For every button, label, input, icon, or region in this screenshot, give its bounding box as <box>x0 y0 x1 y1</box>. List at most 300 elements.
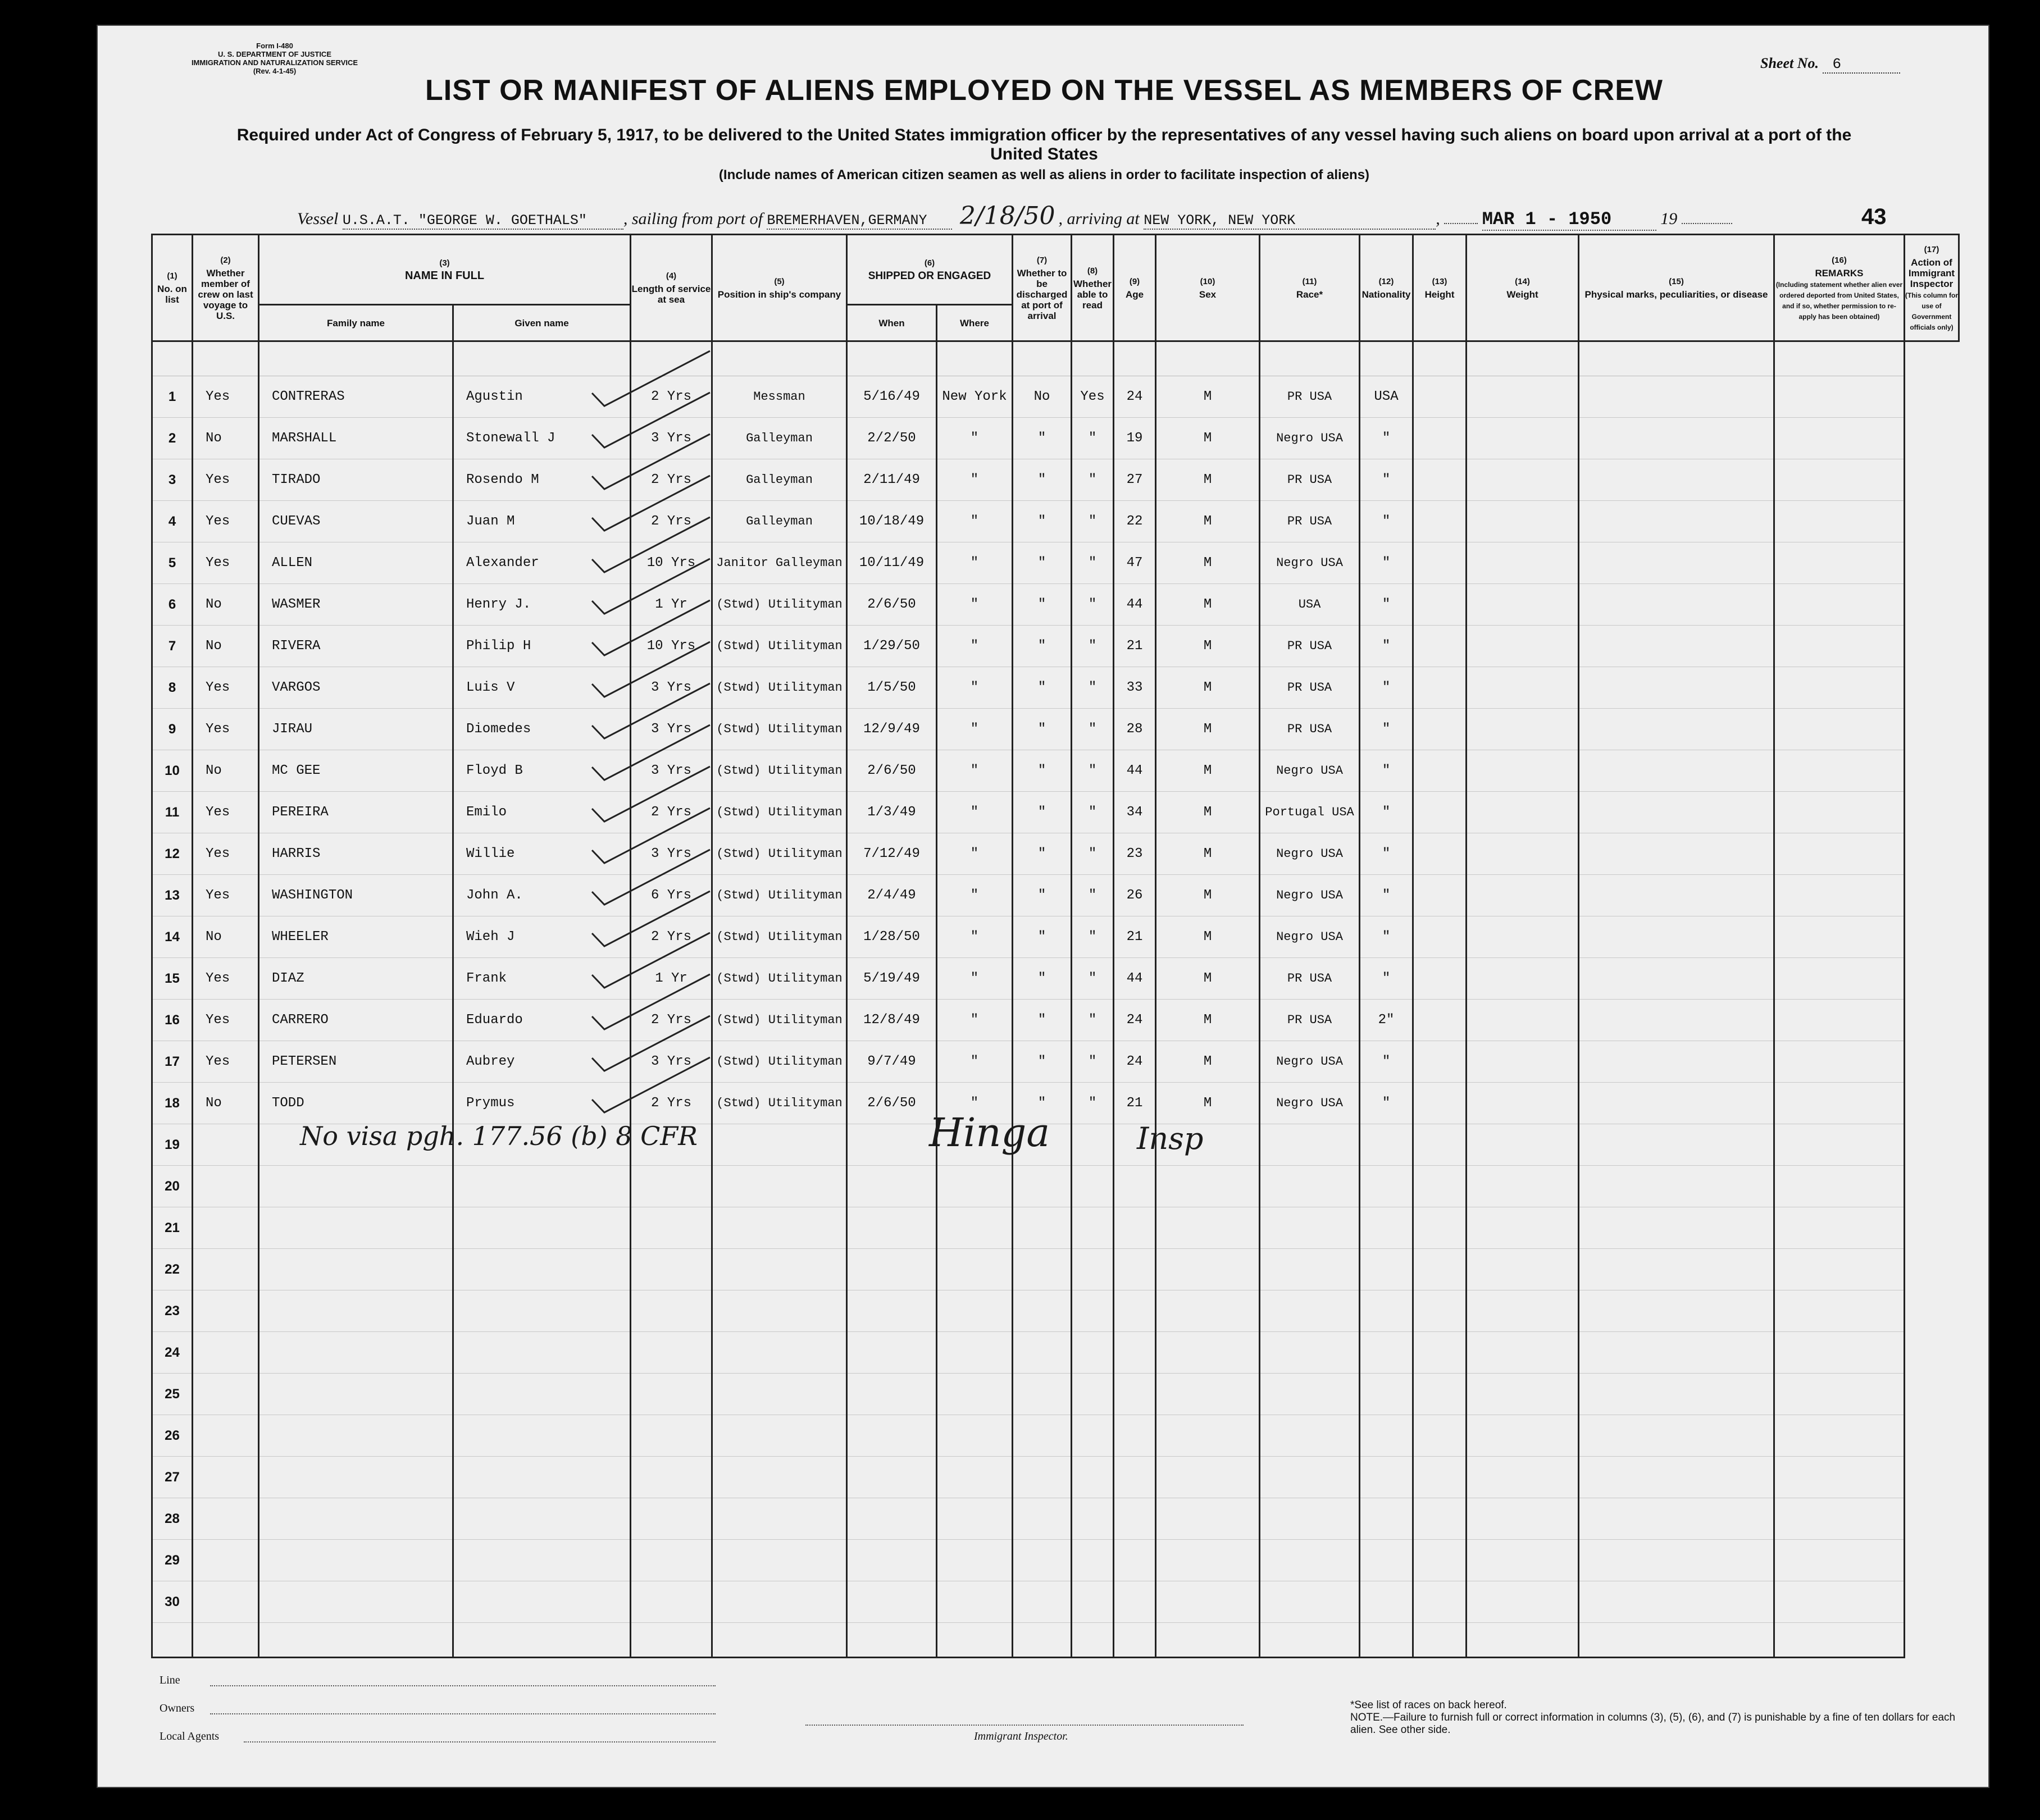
cell-sex: M <box>1156 626 1260 667</box>
footer-agents-label: Local Agents <box>160 1730 220 1743</box>
cell-shipped-when: 5/19/49 <box>847 958 937 1000</box>
cell-empty <box>259 1207 453 1249</box>
header-discharged: (7) Whether to be discharged at port of arrival <box>1013 235 1072 341</box>
cell-position: Galleyman <box>712 459 847 501</box>
cell-age: 21 <box>1114 1083 1156 1124</box>
cell-empty <box>631 1249 712 1290</box>
table-row <box>152 542 1959 584</box>
cell-weight <box>1467 958 1579 1000</box>
cell-empty <box>631 1457 712 1498</box>
cell-weight <box>1467 501 1579 542</box>
cell-empty <box>1360 1374 1413 1415</box>
cell-empty <box>1114 1415 1156 1457</box>
table-row <box>152 1249 1959 1290</box>
cell-empty <box>1013 1332 1072 1374</box>
cell-empty <box>1774 1290 1905 1332</box>
table-row <box>152 501 1959 542</box>
cell-empty <box>1360 1415 1413 1457</box>
cell-family-name: JIRAU <box>259 709 453 750</box>
cell-shipped-where: " <box>937 418 1013 459</box>
cell-physical-marks <box>1579 626 1774 667</box>
cell-shipped-where: " <box>937 1083 1013 1124</box>
cell-empty <box>1467 1249 1579 1290</box>
header-given-name: Given name <box>453 305 631 341</box>
cell-remarks <box>1774 916 1905 958</box>
cell-given-name: Rosendo M <box>453 459 631 501</box>
cell-discharged: " <box>1013 418 1072 459</box>
cell-empty <box>1579 1457 1774 1498</box>
cell-height <box>1413 709 1467 750</box>
cell-empty <box>937 1498 1013 1540</box>
cell-empty <box>1413 1166 1467 1207</box>
cell-length-of-service: 2 Yrs <box>631 459 712 501</box>
cell-race: Negro USA <box>1260 1041 1360 1083</box>
cell-empty <box>1156 1498 1260 1540</box>
cell-empty <box>193 1290 259 1332</box>
cell-remarks <box>1774 667 1905 709</box>
cell-empty <box>712 1290 847 1332</box>
cell-list-number: 15 <box>152 958 193 1000</box>
cell-nationality: " <box>1360 875 1413 916</box>
cell-empty <box>1360 1457 1413 1498</box>
cell-remarks <box>1774 542 1905 584</box>
cell-family-name: WASMER <box>259 584 453 626</box>
cell-empty <box>1156 1457 1260 1498</box>
cell-weight <box>1467 667 1579 709</box>
cell-empty <box>847 1374 937 1415</box>
cell-list-number: 27 <box>152 1457 193 1498</box>
cell-discharged: " <box>1013 1041 1072 1083</box>
sheet-label: Sheet No. <box>1760 55 1819 71</box>
cell-length-of-service: 2 Yrs <box>631 376 712 418</box>
cell-shipped-when: 1/3/49 <box>847 792 937 833</box>
cell-empty <box>1072 1290 1114 1332</box>
cell-empty <box>1013 1166 1072 1207</box>
cell-weight <box>1467 1083 1579 1124</box>
cell-position: Messman <box>712 376 847 418</box>
cell-list-number: 16 <box>152 1000 193 1041</box>
footer-note <box>1350 1699 1974 1736</box>
cell-empty <box>1467 1540 1579 1581</box>
cell-empty <box>1579 1498 1774 1540</box>
cell-age: 24 <box>1114 376 1156 418</box>
cell-shipped-where: " <box>937 750 1013 792</box>
cell-remarks <box>1774 875 1905 916</box>
cell-empty <box>193 1415 259 1457</box>
cell-given-name: Wieh J <box>453 916 631 958</box>
cell-given-name: Emilo <box>453 792 631 833</box>
cell-length-of-service: 3 Yrs <box>631 833 712 875</box>
cell-physical-marks <box>1579 833 1774 875</box>
cell-family-name: CUEVAS <box>259 501 453 542</box>
crew-table <box>151 234 1960 1658</box>
cell-empty <box>631 1374 712 1415</box>
cell-nationality: " <box>1360 833 1413 875</box>
cell-empty <box>712 1374 847 1415</box>
table-row <box>152 750 1959 792</box>
cell-empty <box>631 1498 712 1540</box>
cell-empty <box>1360 1124 1413 1166</box>
cell-sex: M <box>1156 1083 1260 1124</box>
cell-sex: M <box>1156 459 1260 501</box>
cell-empty <box>1072 1540 1114 1581</box>
cell-discharged: " <box>1013 916 1072 958</box>
cell-empty <box>193 1166 259 1207</box>
cell-race: PR USA <box>1260 1000 1360 1041</box>
cell-able-to-read: " <box>1072 626 1114 667</box>
cell-nationality: " <box>1360 792 1413 833</box>
cell-empty <box>193 1332 259 1374</box>
cell-given-name: Agustin <box>453 376 631 418</box>
cell-discharged: " <box>1013 833 1072 875</box>
cell-length-of-service: 1 Yr <box>631 958 712 1000</box>
cell-empty <box>1013 1457 1072 1498</box>
cell-height <box>1413 501 1467 542</box>
cell-weight <box>1467 376 1579 418</box>
cell-shipped-when: 2/6/50 <box>847 1083 937 1124</box>
immigrant-inspector-label: Immigrant Inspector. <box>974 1730 1068 1743</box>
cell-shipped-when: 10/18/49 <box>847 501 937 542</box>
cell-list-number: 19 <box>152 1124 193 1166</box>
cell-empty <box>847 1540 937 1581</box>
handwritten-visa-note: No visa pgh. 177.56 (b) 8 CFR <box>300 1121 698 1151</box>
cell-empty <box>1413 1332 1467 1374</box>
cell-family-name: PEREIRA <box>259 792 453 833</box>
cell-last-voyage: No <box>193 584 259 626</box>
cell-shipped-when: 1/28/50 <box>847 916 937 958</box>
cell-height <box>1413 1000 1467 1041</box>
table-row <box>152 1540 1959 1581</box>
cell-family-name: HARRIS <box>259 833 453 875</box>
cell-physical-marks <box>1579 1041 1774 1083</box>
cell-empty <box>453 1290 631 1332</box>
cell-empty <box>712 1581 847 1623</box>
cell-shipped-where: " <box>937 958 1013 1000</box>
header-last-voyage: (2) Whether member of crew on last voyage to U.S. <box>193 235 259 341</box>
cell-empty <box>1413 1124 1467 1166</box>
cell-list-number: 6 <box>152 584 193 626</box>
cell-empty <box>1114 1540 1156 1581</box>
cell-race: PR USA <box>1260 459 1360 501</box>
document-title: LIST OR MANIFEST OF ALIENS EMPLOYED ON THE VESSEL AS MEMBERS OF CREW <box>425 74 1663 107</box>
cell-empty <box>1156 1166 1260 1207</box>
header-name-in-full: (3) NAME IN FULL <box>259 235 631 305</box>
cell-empty <box>1114 1166 1156 1207</box>
cell-sex: M <box>1156 501 1260 542</box>
cell-height <box>1413 376 1467 418</box>
cell-height <box>1413 418 1467 459</box>
cell-weight <box>1467 792 1579 833</box>
cell-race: Negro USA <box>1260 1083 1360 1124</box>
cell-empty <box>847 1457 937 1498</box>
cell-empty <box>847 1124 937 1166</box>
cell-given-name: Luis V <box>453 667 631 709</box>
cell-shipped-when: 2/2/50 <box>847 418 937 459</box>
cell-given-name: Juan M <box>453 501 631 542</box>
cell-last-voyage: No <box>193 1083 259 1124</box>
cell-able-to-read: " <box>1072 833 1114 875</box>
cell-empty <box>193 1207 259 1249</box>
table-row <box>152 1166 1959 1207</box>
cell-empty <box>712 1166 847 1207</box>
cell-list-number: 9 <box>152 709 193 750</box>
cell-nationality: " <box>1360 1041 1413 1083</box>
cell-discharged: " <box>1013 459 1072 501</box>
table-row <box>152 958 1959 1000</box>
cell-family-name: PETERSEN <box>259 1041 453 1083</box>
cell-empty <box>1774 1249 1905 1290</box>
cell-discharged: No <box>1013 376 1072 418</box>
cell-empty <box>259 1540 453 1581</box>
cell-empty <box>1260 1540 1360 1581</box>
cell-height <box>1413 875 1467 916</box>
cell-length-of-service: 3 Yrs <box>631 418 712 459</box>
cell-empty <box>1072 1457 1114 1498</box>
cell-empty <box>193 1457 259 1498</box>
cell-list-number: 21 <box>152 1207 193 1249</box>
cell-empty <box>1774 1166 1905 1207</box>
cell-empty <box>1413 1290 1467 1332</box>
table-row <box>152 1374 1959 1415</box>
cell-family-name: WASHINGTON <box>259 875 453 916</box>
cell-shipped-where: " <box>937 916 1013 958</box>
cell-remarks <box>1774 501 1905 542</box>
cell-nationality: " <box>1360 667 1413 709</box>
cell-physical-marks <box>1579 584 1774 626</box>
cell-race: Negro USA <box>1260 875 1360 916</box>
table-row <box>152 792 1959 833</box>
cell-length-of-service: 2 Yrs <box>631 501 712 542</box>
cell-able-to-read: " <box>1072 542 1114 584</box>
cell-length-of-service: 2 Yrs <box>631 1000 712 1041</box>
cell-empty <box>937 1415 1013 1457</box>
cell-physical-marks <box>1579 750 1774 792</box>
cell-empty <box>1156 1290 1260 1332</box>
table-row <box>152 1581 1959 1623</box>
cell-empty <box>847 1290 937 1332</box>
cell-list-number: 30 <box>152 1581 193 1623</box>
cell-empty <box>1013 1249 1072 1290</box>
cell-height <box>1413 459 1467 501</box>
cell-height <box>1413 542 1467 584</box>
cell-empty <box>453 1581 631 1623</box>
cell-empty <box>937 1249 1013 1290</box>
inspector-title: Insp <box>1137 1121 1204 1156</box>
cell-empty <box>1156 1374 1260 1415</box>
cell-given-name: Eduardo <box>453 1000 631 1041</box>
cell-position: (Stwd) Utilityman <box>712 792 847 833</box>
header-weight: (14) Weight <box>1467 235 1579 341</box>
cell-remarks <box>1774 1000 1905 1041</box>
cell-empty <box>453 1249 631 1290</box>
cell-position: Galleyman <box>712 501 847 542</box>
cell-family-name: DIAZ <box>259 958 453 1000</box>
cell-shipped-when: 2/6/50 <box>847 584 937 626</box>
cell-discharged: " <box>1013 875 1072 916</box>
cell-length-of-service: 10 Yrs <box>631 626 712 667</box>
penalty-note: NOTE.—Failure to furnish full or correct information in columns (3), (5), (6), and (7) is punishable by a fine of ten dollars for each alien. See other side. <box>1350 1712 1956 1736</box>
cell-last-voyage: Yes <box>193 833 259 875</box>
cell-empty <box>1072 1207 1114 1249</box>
cell-age: 44 <box>1114 750 1156 792</box>
cell-empty <box>1260 1457 1360 1498</box>
cell-empty <box>1114 1457 1156 1498</box>
cell-last-voyage: Yes <box>193 1041 259 1083</box>
cell-sex: M <box>1156 916 1260 958</box>
cell-remarks <box>1774 459 1905 501</box>
cell-weight <box>1467 750 1579 792</box>
inspector-signature-rule <box>805 1725 1244 1726</box>
cell-family-name: CARRERO <box>259 1000 453 1041</box>
cell-list-number: 26 <box>152 1415 193 1457</box>
cell-empty <box>193 1249 259 1290</box>
cell-empty <box>1260 1249 1360 1290</box>
cell-shipped-when: 2/11/49 <box>847 459 937 501</box>
cell-age: 21 <box>1114 626 1156 667</box>
cell-position: (Stwd) Utilityman <box>712 709 847 750</box>
cell-race: PR USA <box>1260 667 1360 709</box>
cell-weight <box>1467 833 1579 875</box>
table-row <box>152 709 1959 750</box>
cell-length-of-service: 2 Yrs <box>631 792 712 833</box>
cell-given-name: Frank <box>453 958 631 1000</box>
cell-physical-marks <box>1579 916 1774 958</box>
cell-empty <box>259 1498 453 1540</box>
footer-agents-rule <box>244 1741 716 1743</box>
header-shipped-engaged: (6) SHIPPED OR ENGAGED <box>847 235 1013 305</box>
cell-empty <box>1579 1124 1774 1166</box>
cell-physical-marks <box>1579 1083 1774 1124</box>
cell-empty <box>1360 1207 1413 1249</box>
sailing-label: sailing from port of <box>631 209 763 228</box>
cell-able-to-read: " <box>1072 1041 1114 1083</box>
cell-list-number: 13 <box>152 875 193 916</box>
cell-empty <box>631 1166 712 1207</box>
cell-empty <box>1114 1581 1156 1623</box>
table-row <box>152 418 1959 459</box>
table-row <box>152 1207 1959 1249</box>
cell-position: Janitor Galleyman <box>712 542 847 584</box>
cell-empty <box>193 1124 259 1166</box>
table-row <box>152 626 1959 667</box>
cell-empty <box>1413 1581 1467 1623</box>
cell-shipped-when: 10/11/49 <box>847 542 937 584</box>
cell-physical-marks <box>1579 958 1774 1000</box>
cell-remarks <box>1774 584 1905 626</box>
cell-age: 26 <box>1114 875 1156 916</box>
cell-empty <box>1156 1207 1260 1249</box>
cell-last-voyage: Yes <box>193 958 259 1000</box>
table-row <box>152 1415 1959 1457</box>
cell-empty <box>1413 1207 1467 1249</box>
cell-remarks <box>1774 750 1905 792</box>
cell-empty <box>453 1457 631 1498</box>
cell-remarks <box>1774 792 1905 833</box>
cell-sex: M <box>1156 542 1260 584</box>
cell-empty <box>1413 1498 1467 1540</box>
cell-discharged: " <box>1013 584 1072 626</box>
cell-nationality: " <box>1360 459 1413 501</box>
cell-age: 44 <box>1114 584 1156 626</box>
cell-list-number: 22 <box>152 1249 193 1290</box>
table-row <box>152 1332 1959 1374</box>
cell-empty <box>1072 1166 1114 1207</box>
cell-list-number: 17 <box>152 1041 193 1083</box>
cell-age: 24 <box>1114 1041 1156 1083</box>
cell-list-number: 28 <box>152 1498 193 1540</box>
sheet-number <box>1760 55 1900 74</box>
cell-discharged: " <box>1013 792 1072 833</box>
cell-empty <box>1774 1374 1905 1415</box>
cell-physical-marks <box>1579 542 1774 584</box>
cell-nationality: " <box>1360 916 1413 958</box>
cell-sex: M <box>1156 418 1260 459</box>
cell-last-voyage: Yes <box>193 875 259 916</box>
cell-empty <box>631 1207 712 1249</box>
cell-empty <box>1774 1207 1905 1249</box>
cell-shipped-when: 1/29/50 <box>847 626 937 667</box>
arrival-date-stamp: MAR 1 - 1950 <box>1482 209 1656 231</box>
cell-age: 47 <box>1114 542 1156 584</box>
cell-age: 28 <box>1114 709 1156 750</box>
cell-empty <box>1579 1332 1774 1374</box>
cell-empty <box>847 1498 937 1540</box>
cell-empty <box>1579 1207 1774 1249</box>
header-list-number: (1) No. on list <box>152 235 193 341</box>
cell-shipped-when: 2/6/50 <box>847 750 937 792</box>
cell-sex: M <box>1156 1000 1260 1041</box>
cell-weight <box>1467 459 1579 501</box>
cell-empty <box>937 1207 1013 1249</box>
cell-able-to-read: " <box>1072 916 1114 958</box>
cell-empty <box>1467 1124 1579 1166</box>
cell-position: (Stwd) Utilityman <box>712 916 847 958</box>
cell-age: 23 <box>1114 833 1156 875</box>
cell-empty <box>1013 1498 1072 1540</box>
cell-nationality: " <box>1360 958 1413 1000</box>
cell-empty <box>259 1457 453 1498</box>
cell-race: PR USA <box>1260 501 1360 542</box>
cell-list-number: 20 <box>152 1166 193 1207</box>
cell-weight <box>1467 916 1579 958</box>
cell-age: 27 <box>1114 459 1156 501</box>
cell-able-to-read: " <box>1072 875 1114 916</box>
cell-physical-marks <box>1579 501 1774 542</box>
cell-empty <box>1774 1457 1905 1498</box>
cell-length-of-service: 2 Yrs <box>631 916 712 958</box>
cell-discharged: " <box>1013 667 1072 709</box>
cell-empty <box>1114 1332 1156 1374</box>
page-number: 43 <box>1861 204 1887 229</box>
cell-empty <box>847 1332 937 1374</box>
vessel-name: U.S.A.T. "GEORGE W. GOETHALS" <box>343 212 623 230</box>
cell-able-to-read: " <box>1072 584 1114 626</box>
cell-race: PR USA <box>1260 958 1360 1000</box>
cell-empty <box>1774 1498 1905 1540</box>
cell-empty <box>453 1540 631 1581</box>
cell-shipped-where: " <box>937 833 1013 875</box>
cell-empty <box>937 1166 1013 1207</box>
cell-empty <box>847 1166 937 1207</box>
form-identifier <box>151 42 398 75</box>
cell-empty <box>937 1457 1013 1498</box>
cell-list-number: 1 <box>152 376 193 418</box>
cell-empty <box>1114 1374 1156 1415</box>
cell-height <box>1413 1041 1467 1083</box>
cell-discharged: " <box>1013 1083 1072 1124</box>
cell-empty <box>1467 1166 1579 1207</box>
cell-discharged: " <box>1013 626 1072 667</box>
